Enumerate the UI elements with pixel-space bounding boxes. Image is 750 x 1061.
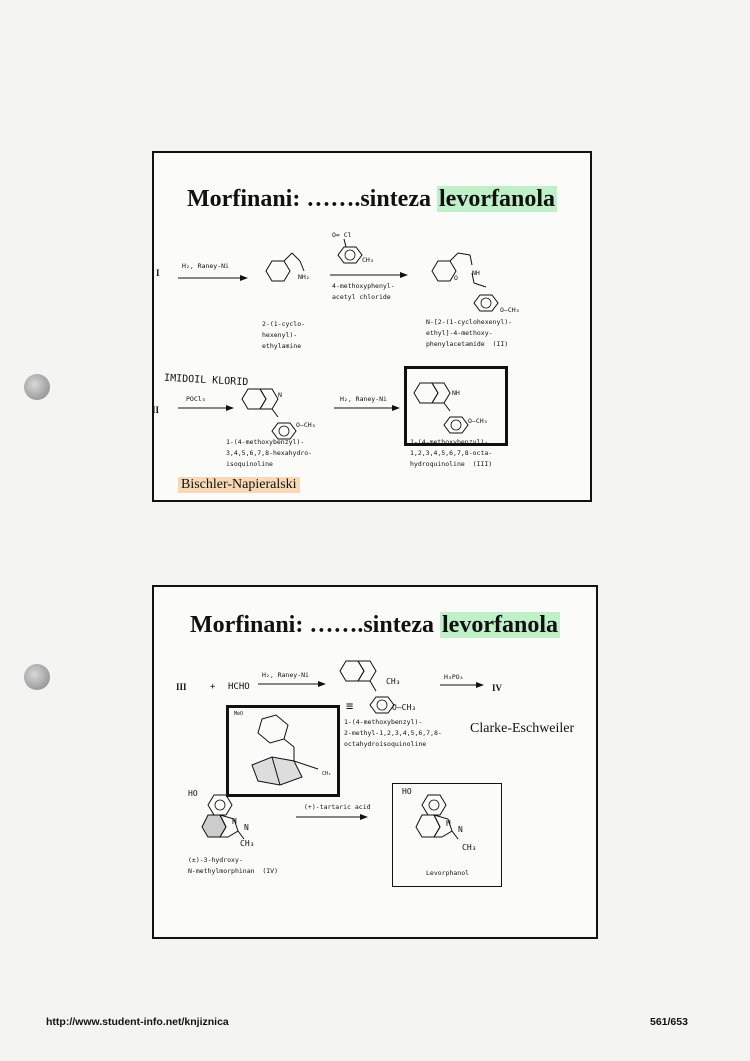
footer-url[interactable]: http://www.student-info.net/knjiznica [46,1016,229,1028]
inset-ch3: CH₃ [322,771,332,777]
product-name: 1-(4-methoxybenzyl)- 1,2,3,4,5,6,7,8-octa- hydroquinoline (III) [410,438,493,468]
reagent-1-arrow [258,680,326,688]
reagent-1: H₂, Raney-Ni [262,671,309,679]
step-3-arrow [334,404,400,412]
punch-hole-bottom [24,664,50,690]
methyl-och3: O–CH₃ [392,703,417,712]
slide-1-title-highlight: levorfanola [439,186,555,212]
bischler-napieralski-label: Bischler-Napieralski [178,477,300,493]
step-2-reagent: POCl₃ [186,395,206,403]
levo-n: N [458,825,463,834]
slide-1 [152,151,592,502]
imine-name: 1-(4-methoxybenzyl)- 3,4,5,6,7,8-hexahydro- isoquinoline [226,438,313,468]
inset-3d-structure [232,709,332,791]
acyl-chloride-ch3: CH₃ [362,256,374,264]
imine-n: N [278,391,282,399]
footer-page-number: 561/653 [650,1016,688,1028]
cyclohexenyl-ethylamine-structure [260,253,320,293]
amide-och3: O–CH₃ [500,306,520,314]
hexahydroisoquinoline-structure [236,375,326,443]
product-iv-label: IV [492,683,503,693]
levorphanol-structure [402,787,482,867]
resolution-reagent: (+)-tartaric acid [304,803,371,811]
punch-hole-top [24,374,50,400]
acyl-chloride-name: 4-methoxyphenyl- acetyl chloride [332,282,395,301]
slide-2 [152,585,598,939]
slide-2-title-text: Morfinani: …….sinteza [190,612,440,638]
acyl-chloride-structure [334,239,374,269]
acyl-chloride-carbonyl: O= Cl [332,231,352,239]
reagent-2-arrow [440,681,484,689]
levo-ch3: CH₃ [462,843,477,852]
step-1-label: I [156,268,160,278]
amide-name: N-[2-(1-cyclohexenyl)- ethyl]-4-methoxy- phenylacetamide (II) [426,318,513,348]
clarke-eschweiler-label: Clarke-Eschweiler [470,721,575,736]
morph-name: (±)-3-hydroxy- N-methylmorphinan (IV) [188,856,279,875]
slide-1-title [154,186,590,213]
equals-sign: ≡ [346,699,354,713]
slide-2-title [154,612,596,639]
amine-nh2: NH₂ [298,273,310,281]
levo-h: H [446,819,451,828]
plus-sign: + [210,682,216,692]
morph-ch3: CH₃ [240,839,255,848]
step-3-reagent: H₂, Raney-Ni [340,395,387,403]
levorphanol-name: Levorphanol [426,869,470,877]
morph-h: H [232,817,237,826]
inset-meo: MeO [234,711,244,717]
methyl-name: 1-(4-methoxybenzyl)- 2-methyl-1,2,3,4,5,6,7,8- octahydroisoquinoline [344,718,442,748]
amide-nh: NH [472,269,480,277]
levo-ho: HO [402,787,412,796]
formaldehyde: HCHO [228,682,250,692]
step-1-arrow [178,274,248,282]
step-1b-arrow [330,271,408,279]
step-2-arrow [178,404,234,412]
imine-och3: O–CH₃ [296,421,316,429]
amine-name: 2-(1-cyclo- hexenyl)- ethylamine [262,320,306,350]
handwritten-note: IMIDOIL KLORID [163,372,249,389]
octahydroquinoline-structure [410,369,500,439]
step-1-reagent: H₂, Raney-Ni [182,262,229,270]
amide-o: O [454,274,458,282]
product-och3: O–CH₃ [468,417,488,425]
methyl-ch3: CH₃ [386,677,401,686]
morph-ho: HO [188,789,198,798]
morph-n: N [244,823,249,832]
slide-1-title-text: Morfinani: …….sinteza [187,186,437,212]
reagent-2: H₃PO₄ [444,673,464,681]
reactant-iii-label: III [176,682,187,692]
resolution-arrow [296,813,368,821]
product-nh: NH [452,389,460,397]
step-2-label: II [152,405,160,415]
slide-2-title-highlight: levorfanola [442,612,558,638]
